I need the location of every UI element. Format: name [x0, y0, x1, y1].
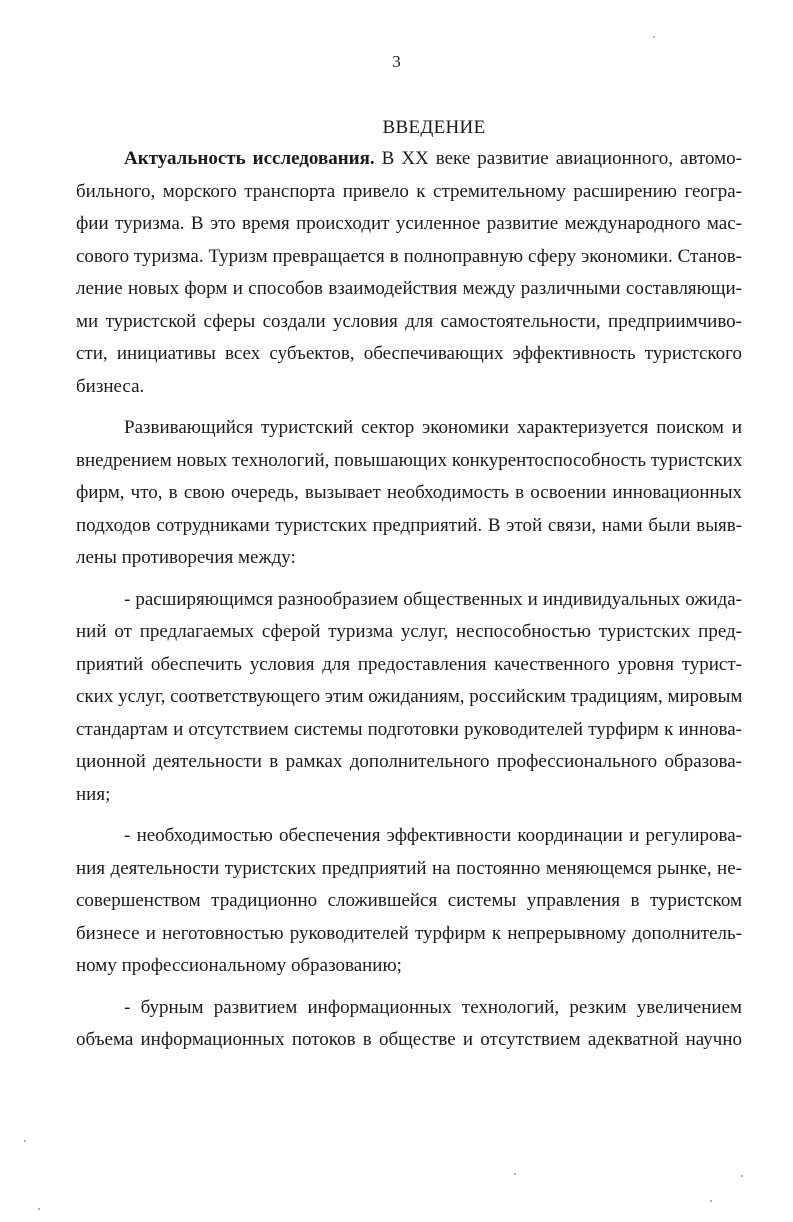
text-line: стандартам и отсутствием системы подготовки руководителей турфирм к иннова-: [76, 718, 742, 740]
text-line: ний от предлагаемых сферой туризма услуг, неспособностью туристских пред-: [76, 621, 742, 642]
scan-speck: [514, 1173, 516, 1175]
text-line: Актуальность исследования. В XX веке развитие авиационного, автомо-: [124, 148, 742, 169]
text-line: бизнеса.: [76, 375, 145, 397]
text-line: совершенством традиционно сложившейся системы управления в туристском: [76, 890, 742, 911]
text-line: ния;: [76, 783, 111, 805]
text-line: бизнесе и неготовностью руководителей турфирм к непрерывному дополнитель-: [76, 922, 742, 944]
text-line: ционной деятельности в рамках дополнительного профессионального образова-: [76, 751, 742, 772]
scan-speck: [24, 1140, 26, 1142]
section-heading: ВВЕДЕНИЕ: [382, 117, 486, 138]
text-line: ских услуг, соответствующего этим ожиданиям, российским традициям, мировым: [76, 686, 743, 707]
text-line: - расширяющимся разнообразием общественных и индивидуальных ожида-: [124, 588, 742, 610]
document-body: [76, 113, 742, 1057]
paragraph-contradictions-intro: [76, 412, 742, 575]
text-line: - необходимостью обеспечения эффективности координации и регулирова-: [124, 825, 742, 846]
scan-speck: [741, 1175, 743, 1177]
text-line: фирм, что, в свою очередь, вызывает необходимость в освоении инновационных: [76, 482, 742, 503]
text-line: подходов сотрудниками туристских предприятий. В этой связи, нами были выяв-: [76, 514, 742, 536]
page-number: 3: [392, 52, 401, 71]
text-line: сти, инициативы всех субъектов, обеспечивающих эффективность туристского: [76, 343, 742, 364]
text-line: бильного, морского транспорта привело к стремительному расширению геогра-: [76, 180, 742, 202]
scan-speck: [38, 1208, 40, 1210]
list-item-contradiction-3: [76, 992, 742, 1057]
text-line: ление новых форм и способов взаимодействия между различными составляющи-: [76, 278, 742, 299]
text-line: сового туризма. Туризм превращается в полноправную сферу экономики. Станов-: [76, 245, 742, 267]
text-line: лены противоречия между:: [76, 547, 296, 568]
text-line: объема информационных потоков в обществе и отсутствием адекватной научно: [76, 1029, 742, 1050]
list-item-contradiction-1: [76, 584, 742, 812]
text-line: ному профессиональному образованию;: [76, 955, 402, 976]
text-line: внедрением новых технологий, повышающих конкурентоспособность туристских: [76, 449, 743, 471]
text-line: - бурным развитием информационных технологий, резким увеличением: [124, 996, 742, 1018]
list-item-contradiction-2: [76, 820, 742, 983]
text-line: ми туристской сферы создали условия для самостоятельности, предприимчиво-: [76, 310, 742, 332]
text-line: приятий обеспечить условия для предоставления качественного уровня турист-: [76, 653, 742, 675]
paragraph-relevance: [76, 143, 742, 403]
scan-speck: [653, 36, 655, 38]
bold-lead: Актуальность исследования.: [124, 148, 375, 169]
text-line: Развивающийся туристский сектор экономики характеризуется поиском и: [124, 417, 742, 438]
text-line: ния деятельности туристских предприятий на постоянно меняющемся рынке, не-: [76, 857, 742, 879]
scan-speck: [710, 1200, 712, 1202]
text-line: фии туризма. В это время происходит усиленное развитие международного мас-: [76, 213, 742, 234]
